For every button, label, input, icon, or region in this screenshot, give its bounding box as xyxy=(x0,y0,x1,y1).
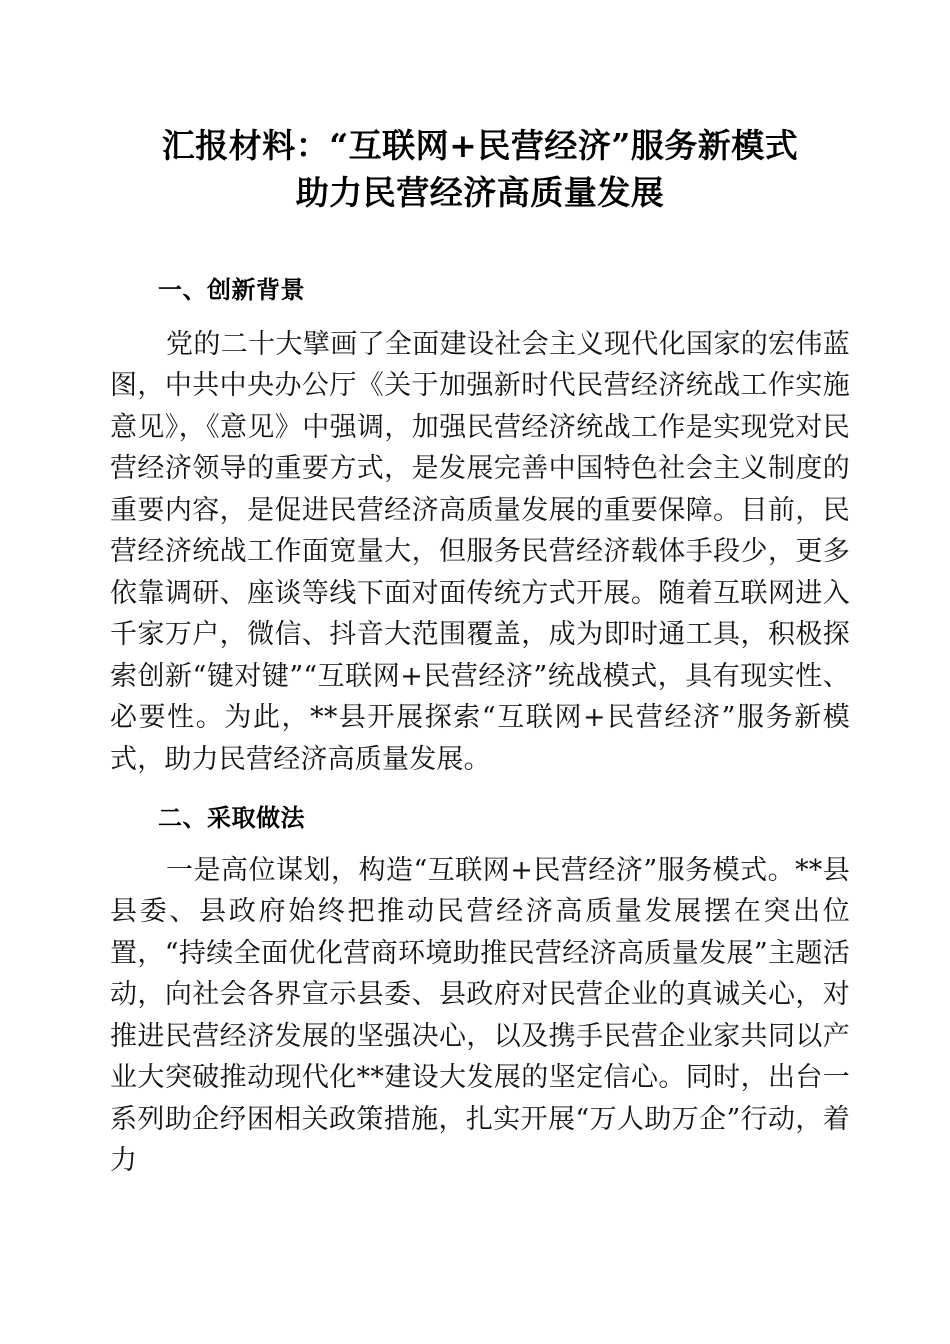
title-line-2: 助力民营经济高质量发展 xyxy=(295,173,665,212)
page-title xyxy=(110,0,850,216)
document-content xyxy=(110,0,850,1182)
section-heading-2: 二、采取做法 xyxy=(158,804,305,832)
title-line-1: 汇报材料：“互联网+民营经济”服务新模式 xyxy=(161,126,799,165)
section-heading-1: 一、创新背景 xyxy=(158,276,305,304)
section-1-paragraph-1: 党的二十大擘画了全面建设社会主义现代化国家的宏伟蓝图，中共中央办公厅《关于加强新时代民营经济统战工作实施意见》，《意见》中强调，加强民营经济统战工作是实现党对民营经济领导的重要方式，是发展完善中国特色社会主义制度的重要内容，是促进民营经济高质量发展的重要保障。目前，民营经济统战工作面宽量大，但服务民营经济载体手段少，更多依靠调研、座谈等线下面对面传统方式开展。随着互联网进入千家万户，微信、抖音大范围覆盖，成为即时通工具，积极探索创新“键对键”“互联网+民营经济”统战模式，具有现实性、必要性。为此，**县开展探索“互联网+民营经济”服务新模式，助力民营经济高质量发展。 xyxy=(110,328,850,775)
section-2-paragraph-1: 一是高位谋划，构造“互联网+民营经济”服务模式。**县县委、县政府始终把推动民营经济高质量发展摆在突出位置，“持续全面优化营商环境助推民营经济高质量发展”主题活动，向社会各界宣示县委、县政府对民营企业的真诚关心，对推进民营经济发展的坚强决心，以及携手民营企业家共同以产业大突破推动现代化**建设大发展的坚定信心。同时，出台一系列助企纾困相关政策措施，扎实开展“万人助万企”行动，着力 xyxy=(110,854,850,1176)
